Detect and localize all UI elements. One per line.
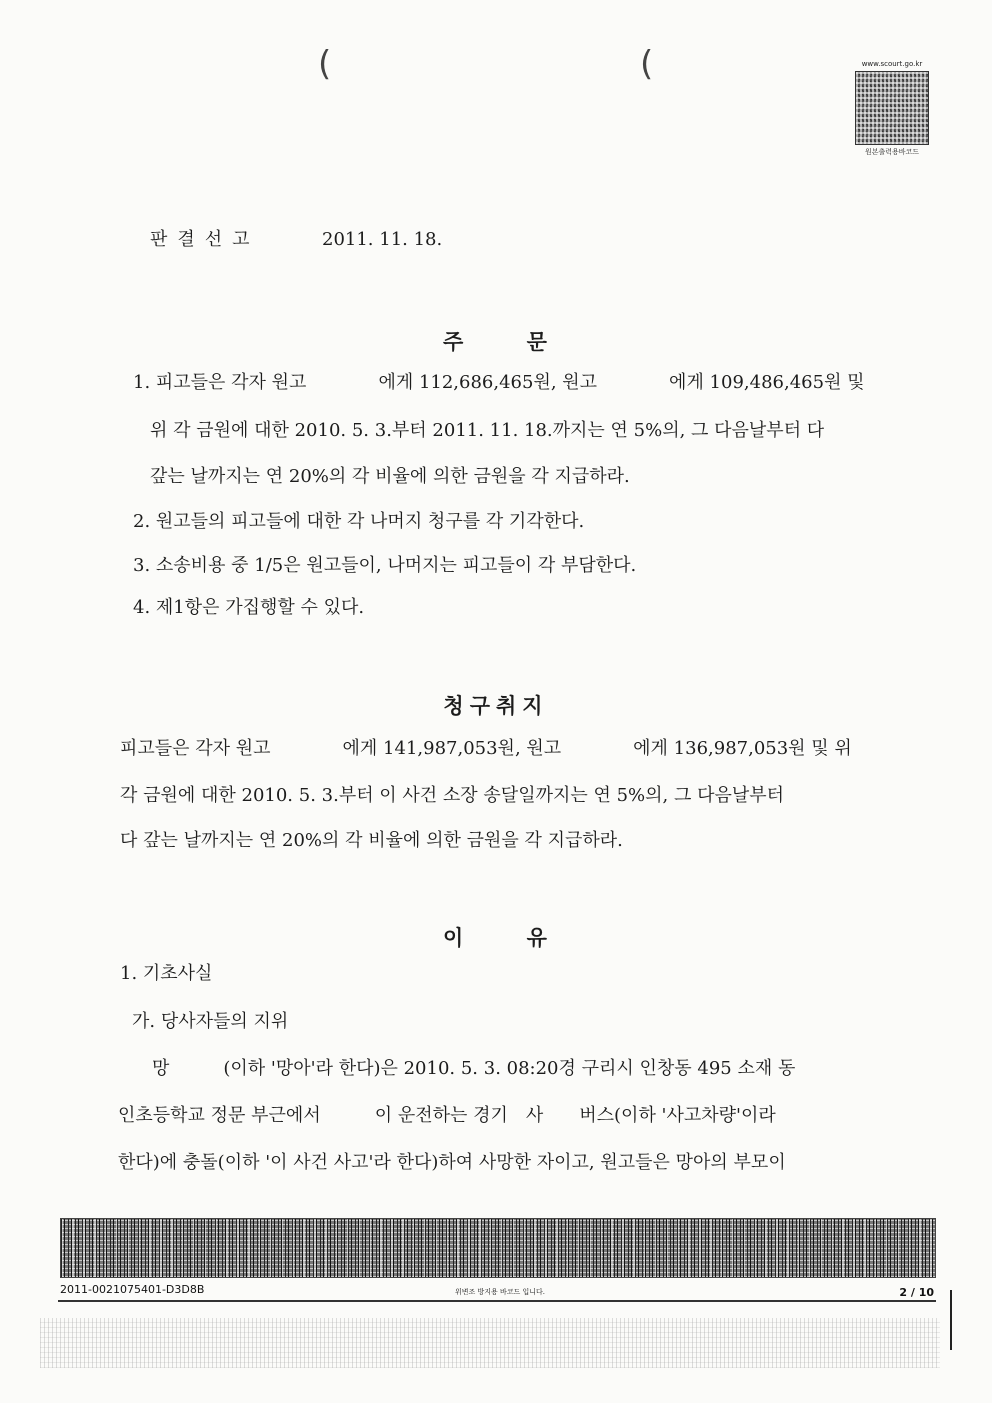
scan-noise bbox=[40, 1318, 940, 1368]
order-line-6: 4. 제1항은 가집행할 수 있다. bbox=[133, 597, 365, 618]
page-number: 2 / 10 bbox=[899, 1286, 934, 1299]
anti-forgery-barcode-icon bbox=[60, 1218, 936, 1278]
claim-line-2: 각 금원에 대한 2010. 5. 3.부터 이 사건 소장 송달일까지는 연 5%의, 그 다음날부터 bbox=[120, 785, 785, 806]
order-line-2: 위 각 금원에 대한 2010. 5. 3.부터 2011. 11. 18.까지는 연 5%의, 그 다음날부터 다 bbox=[150, 420, 825, 441]
scan-mark-2: ( bbox=[640, 44, 654, 84]
order-heading: 주 문 bbox=[443, 329, 549, 354]
qr-code-icon bbox=[855, 71, 929, 145]
reasons-line-3: 한다)에 충돌(이하 '이 사건 사고'라 한다)하여 사망한 자이고, 원고들은 망아의 부모이 bbox=[118, 1152, 786, 1173]
claim-line-3: 다 갚는 날까지는 연 20%의 각 비율에 의한 금원을 각 지급하라. bbox=[120, 830, 623, 851]
reasons-heading: 이 유 bbox=[443, 925, 549, 950]
verdict-label: 판결선고 bbox=[150, 229, 260, 250]
order-line-4: 2. 원고들의 피고들에 대한 각 나머지 청구를 각 기각한다. bbox=[133, 511, 585, 532]
scan-edge-line bbox=[950, 1290, 952, 1350]
claim-line-1: 피고들은 각자 원고 에게 141,987,053원, 원고 에게 136,987,053원 및 위 bbox=[120, 738, 852, 759]
subsection-parties: 가. 당사자들의 지위 bbox=[132, 1011, 289, 1032]
document-id: 2011-0021075401-D3D8B bbox=[60, 1283, 205, 1296]
reasons-line-2: 인초등학교 정문 부근에서 이 운전하는 경기 사 버스(이하 '사고차량'이라 bbox=[118, 1105, 776, 1126]
order-line-5: 3. 소송비용 중 1/5은 원고들이, 나머지는 피고들이 각 부담한다. bbox=[133, 555, 637, 576]
qr-block bbox=[852, 60, 932, 157]
order-line-3: 갚는 날까지는 연 20%의 각 비율에 의한 금원을 각 지급하라. bbox=[150, 466, 630, 487]
section-basic-facts: 1. 기초사실 bbox=[120, 963, 213, 984]
claim-heading: 청구취지 bbox=[443, 693, 549, 718]
qr-caption: 원본출력용바코드 bbox=[864, 148, 920, 156]
scan-mark-1: ( bbox=[318, 44, 332, 84]
verdict-date: 2011. 11. 18. bbox=[322, 229, 443, 250]
reasons-line-1: 망 (이하 '망아'라 한다)은 2010. 5. 3. 08:20경 구리시 인창동 495 소재 동 bbox=[152, 1058, 796, 1079]
barcode-notice: 위변조 방지용 바코드 입니다. bbox=[454, 1288, 546, 1296]
order-line-1: 1. 피고들은 각자 원고 에게 112,686,465원, 원고 에게 109,486,465원 및 bbox=[133, 372, 865, 393]
qr-url: www.scourt.go.kr bbox=[861, 60, 923, 68]
footer-divider bbox=[58, 1300, 936, 1302]
